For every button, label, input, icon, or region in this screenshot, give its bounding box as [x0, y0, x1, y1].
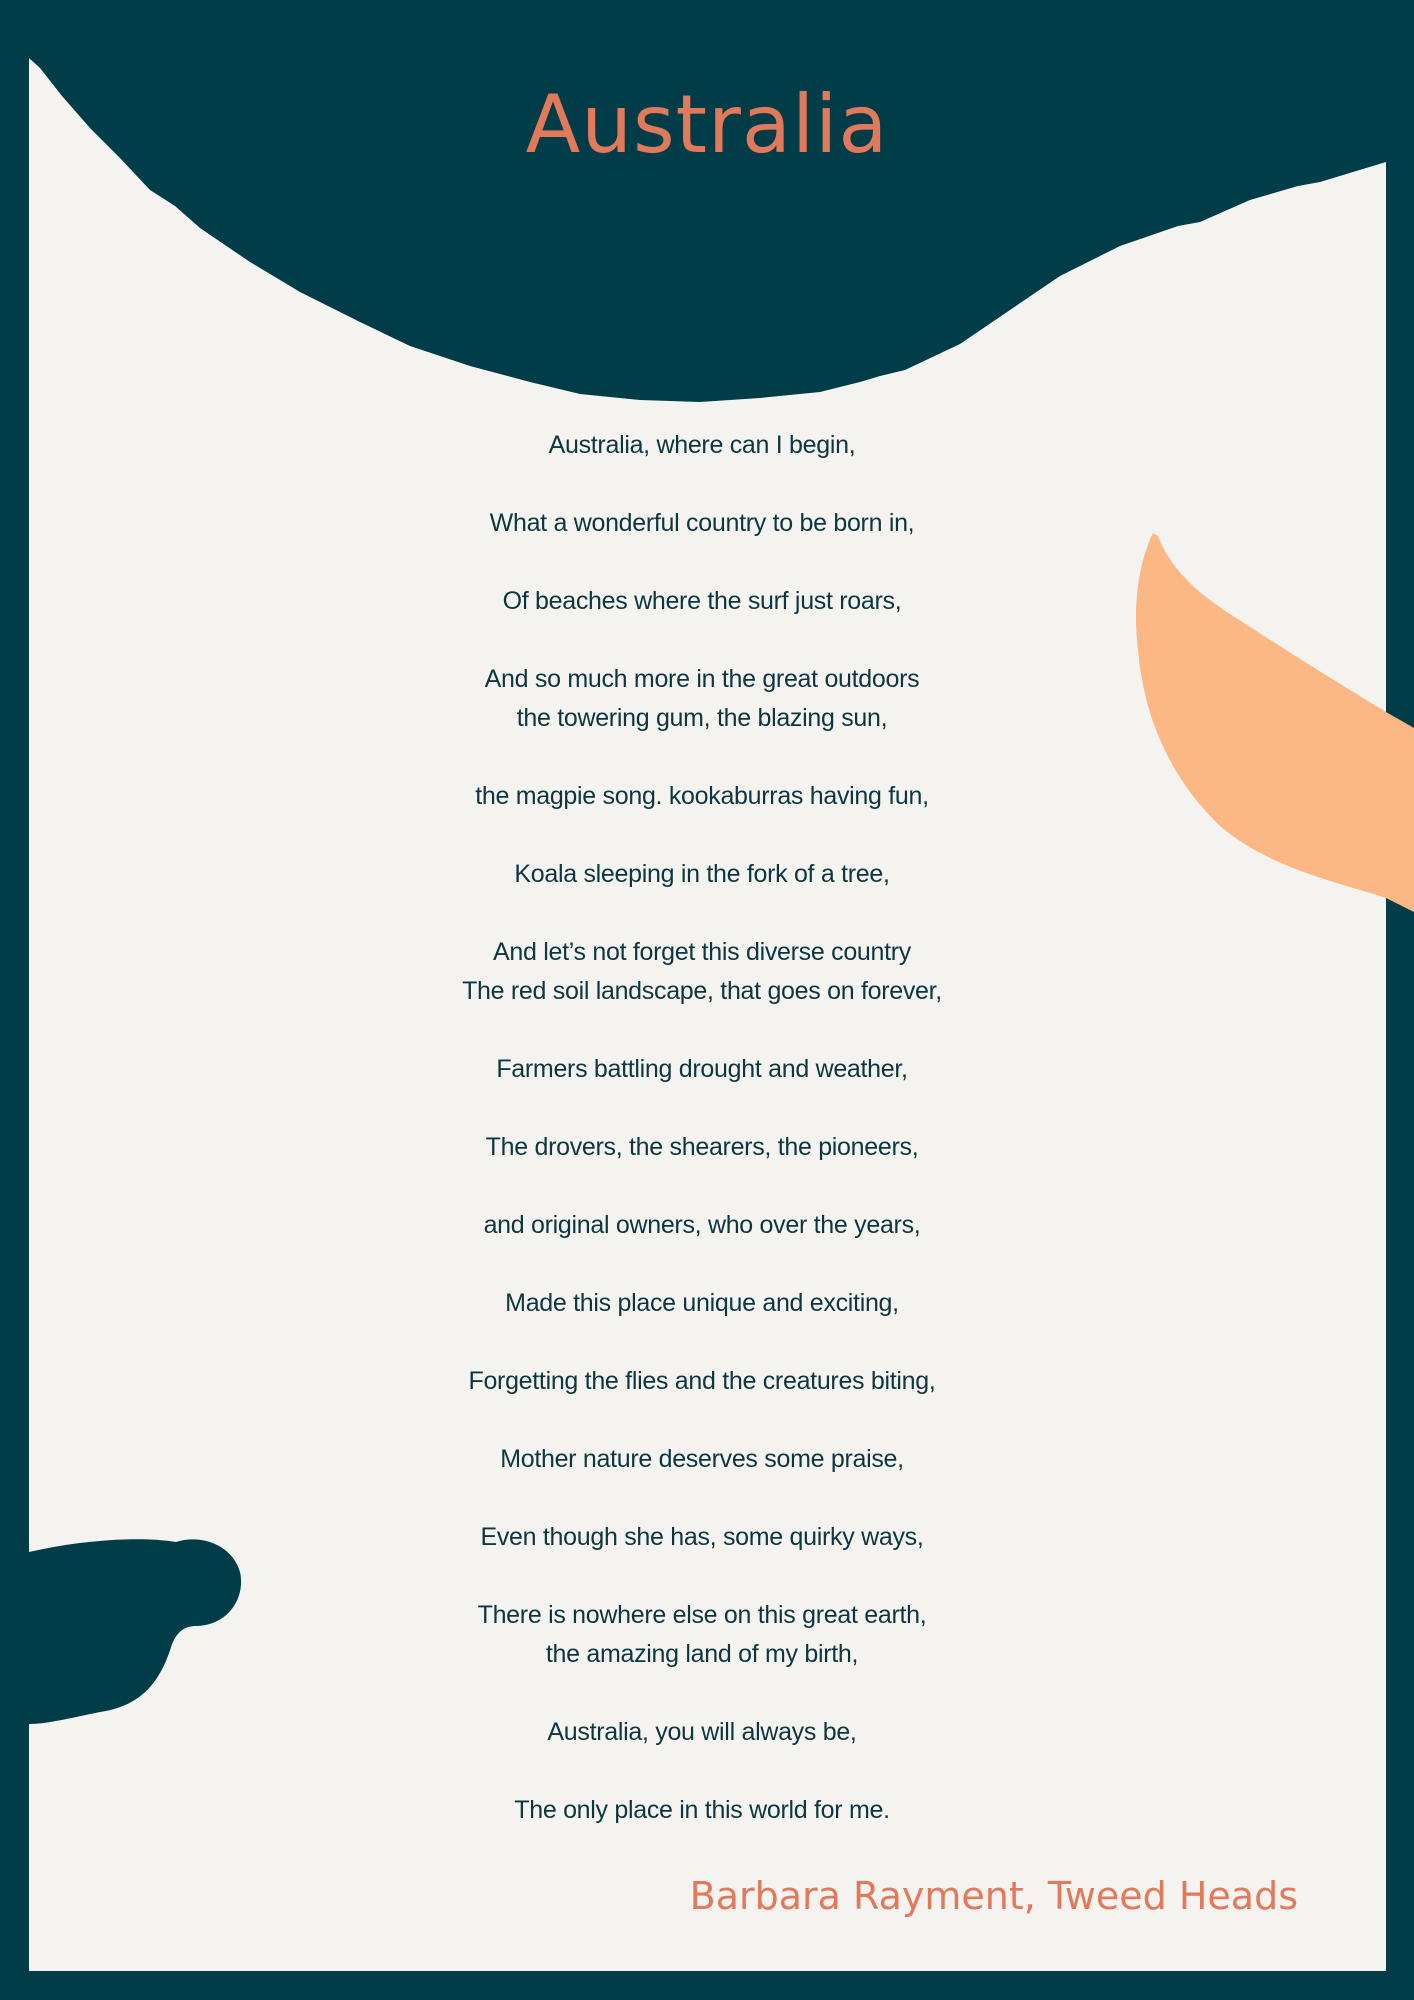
poem-line: the amazing land of my birth, — [545, 1640, 859, 1668]
poem-line: the towering gum, the blazing sun, — [516, 704, 888, 732]
poem-line: Koala sleeping in the fork of a tree, — [514, 860, 890, 888]
poem-stanza — [402, 1596, 1002, 1674]
poem-stanza — [402, 660, 1002, 738]
poem-line: What a wonderful country to be born in, — [489, 509, 915, 537]
poem-line: Even though she has, some quirky ways, — [480, 1523, 924, 1551]
poem-stanza — [402, 1518, 1002, 1557]
poem-stanza — [402, 855, 1002, 894]
leaf-shape — [1136, 533, 1414, 912]
poem-line: Mother nature deserves some praise, — [500, 1445, 904, 1473]
poem-line: There is nowhere else on this great earth, — [477, 1601, 927, 1629]
poem-line: Australia, where can I begin, — [548, 431, 856, 459]
poem-stanza — [402, 777, 1002, 816]
poem-stanza — [402, 1362, 1002, 1401]
poem-line: And let’s not forget this diverse country — [492, 938, 912, 966]
poem-line: The drovers, the shearers, the pioneers, — [485, 1133, 919, 1161]
poem-stanza — [402, 1128, 1002, 1167]
poem-stanza — [402, 1206, 1002, 1245]
poem-line: The red soil landscape, that goes on forever, — [462, 977, 942, 1005]
poem-stanza — [402, 582, 1002, 621]
brush-stroke-header — [0, 0, 1414, 402]
poem-line: Australia, you will always be, — [547, 1718, 857, 1746]
poem-title: Australia — [525, 78, 889, 171]
poem-stanza — [402, 933, 1002, 1011]
poem-line: Forgetting the flies and the creatures biting, — [468, 1367, 936, 1395]
poem-line: the magpie song. kookaburras having fun, — [475, 782, 929, 810]
poem-stanza — [402, 1713, 1002, 1752]
poem-line: and original owners, who over the years, — [483, 1211, 921, 1239]
poem-line: The only place in this world for me. — [514, 1796, 890, 1824]
poem-body — [402, 426, 1002, 1869]
poem-line: Of beaches where the surf just roars, — [502, 587, 902, 615]
poem-stanza — [402, 426, 1002, 465]
poem-stanza — [402, 1050, 1002, 1089]
brush-blob-shape — [0, 1539, 241, 1724]
poem-line: And so much more in the great outdoors — [484, 665, 920, 693]
poem-line: Made this place unique and exciting, — [505, 1289, 899, 1317]
author-credit: Barbara Rayment, Tweed Heads — [689, 1874, 1298, 1918]
poem-line: Farmers battling drought and weather, — [496, 1055, 908, 1083]
poem-stanza — [402, 1791, 1002, 1830]
poem-stanza — [402, 1440, 1002, 1479]
poem-stanza — [402, 1284, 1002, 1323]
poem-stanza — [402, 504, 1002, 543]
